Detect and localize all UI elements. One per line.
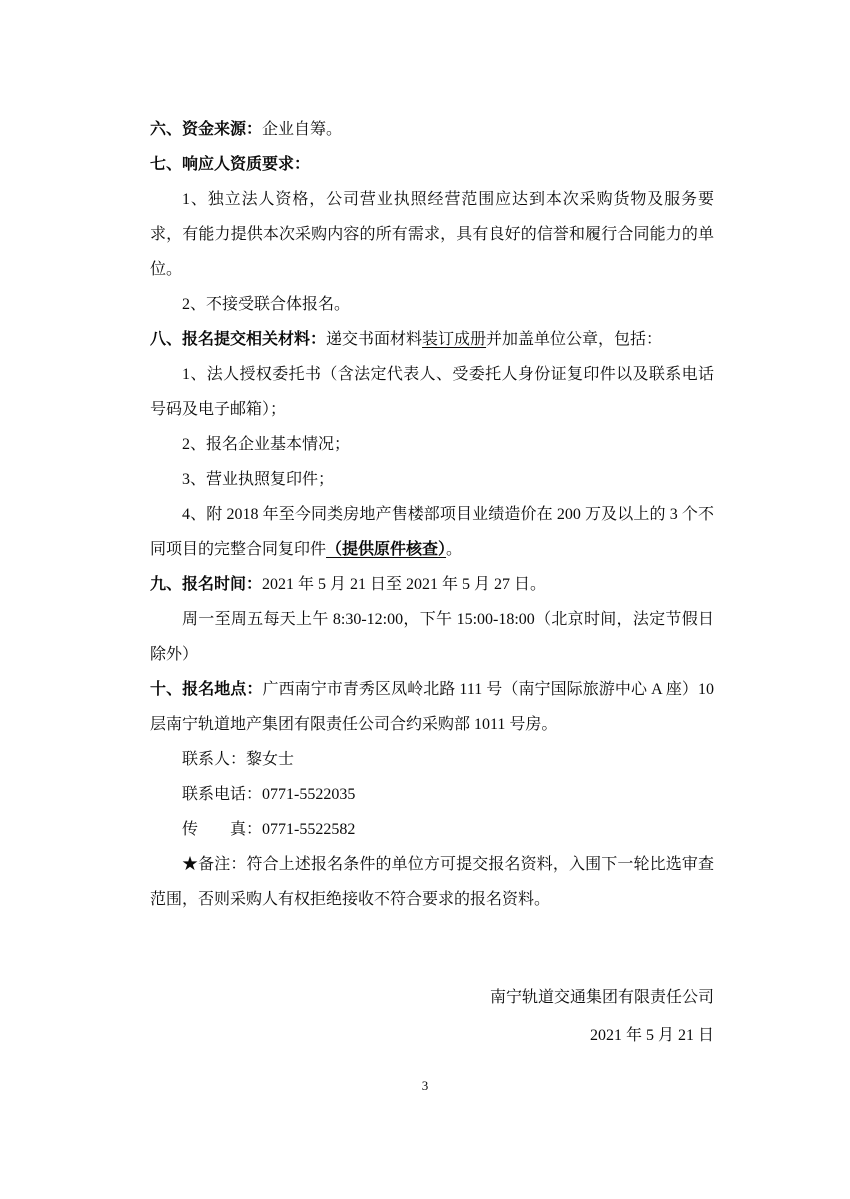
para-materials-item-1: 1、法人授权委托书（含法定代表人、受委托人身份证复印件以及联系电话号码及电子邮箱）；: [150, 366, 714, 418]
signature-date: 2021 年 5 月 21 日: [589, 1027, 714, 1044]
para-contact-fax: 传 真：0771-5522582: [182, 821, 356, 838]
heading-registration-time: 九、报名时间：: [150, 576, 263, 593]
para-registration-hours: 周一至周五每天上午 8:30-12:00，下午 15:00-18:00（北京时间，法定节假日除外）: [150, 611, 714, 663]
heading-materials: 八、报名提交相关材料：: [150, 331, 327, 348]
para-contact-person: 联系人：黎女士: [182, 751, 295, 768]
materials-item-4-emphasis: （提供原件核查）: [326, 541, 447, 558]
para-qualification-item-2: 2、不接受联合体报名。: [182, 296, 351, 313]
para-qualification-heading: [150, 147, 714, 182]
document-body: [150, 112, 714, 1055]
signature-company: 南宁轨道交通集团有限责任公司: [489, 989, 714, 1006]
materials-item-4-text: 4、附 2018 年至今同类房地产售楼部项目业绩造价在 200 万及以上的 3 个不同项目的完整合同复印件: [150, 506, 714, 558]
para-registration-time: [150, 567, 714, 602]
materials-intro-pre: 递交书面材料: [326, 331, 423, 348]
signature-block: [150, 979, 714, 1055]
heading-funding-source: 六、资金来源：: [150, 121, 263, 138]
heading-registration-place: 十、报名地点：: [150, 681, 263, 698]
materials-intro-post: 并加盖单位公章，包括：: [486, 331, 663, 348]
para-qualification-item-1: 1、独立法人资格，公司营业执照经营范围应达到本次采购货物及服务要求，有能力提供本次采购内容的所有需求，具有良好的信誉和履行合同能力的单位。: [150, 191, 714, 278]
para-materials-heading: [150, 322, 714, 357]
heading-qualification: 七、响应人资质要求：: [150, 156, 311, 173]
para-materials-item-2: 2、报名企业基本情况；: [182, 436, 351, 453]
para-registration-place: [150, 672, 714, 742]
para-contact-phone: 联系电话：0771-5522035: [182, 786, 356, 803]
para-materials-item-4: [150, 497, 714, 567]
funding-source-text: 企业自筹。: [262, 121, 343, 138]
registration-time-text: 2021 年 5 月 21 日至 2021 年 5 月 27 日。: [262, 576, 547, 593]
para-materials-item-3: 3、营业执照复印件；: [182, 471, 335, 488]
materials-intro-underlined: 装订成册: [422, 331, 487, 348]
para-remark: ★备注：符合上述报名条件的单位方可提交报名资料，入围下一轮比选审查范围，否则采购人有权拒绝接收不符合要求的报名资料。: [150, 856, 714, 908]
registration-place-text: 广西南宁市青秀区凤岭北路 111 号（南宁国际旅游中心 A 座）10 层南宁轨道地产集团有限责任公司合约采购部 1011 号房。: [150, 681, 714, 733]
para-funding-source: [150, 112, 714, 147]
page-number: 3: [421, 1078, 429, 1093]
materials-item-4-period: 。: [446, 541, 463, 558]
